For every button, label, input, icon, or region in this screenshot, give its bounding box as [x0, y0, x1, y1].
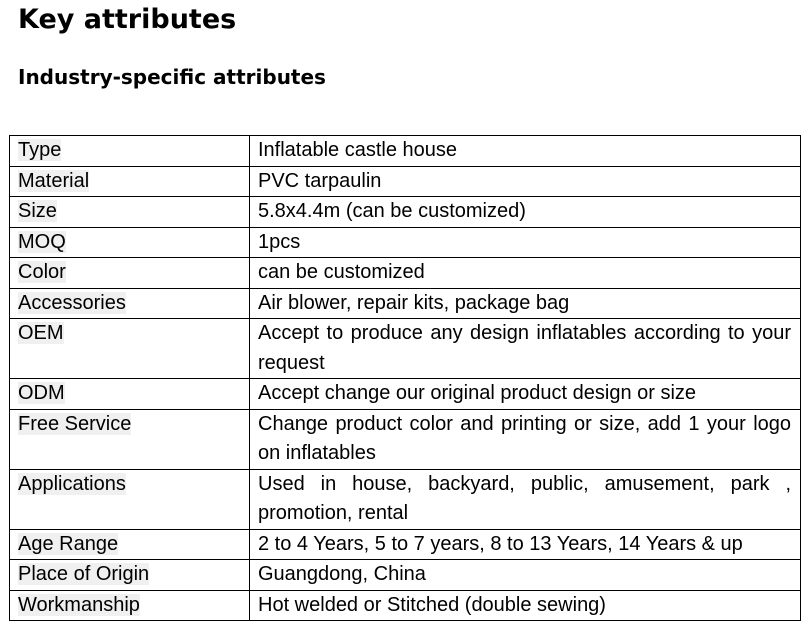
- attribute-name: Color: [18, 261, 66, 283]
- attribute-name: Place of Origin: [18, 563, 150, 585]
- attribute-name: MOQ: [18, 230, 66, 253]
- attributes-table: [9, 135, 801, 621]
- attribute-name: Accessories: [18, 291, 126, 314]
- attribute-value: 2 to 4 Years, 5 to 7 years, 8 to 13 Years, 14 Years & up: [250, 529, 801, 560]
- table-row: [10, 288, 801, 319]
- attribute-name-cell: [10, 560, 250, 591]
- attribute-value: Guangdong, China: [250, 560, 801, 591]
- attribute-name-cell: [10, 469, 250, 529]
- table-row: [10, 590, 801, 621]
- attribute-name-cell: [10, 136, 250, 167]
- attribute-name-cell: [10, 379, 250, 410]
- attribute-value: PVC tarpaulin: [250, 166, 801, 197]
- table-row: [10, 227, 801, 258]
- page-title: Key attributes: [18, 4, 237, 35]
- attribute-value: Used in house, backyard, public, amusement, park , promotion, rental: [250, 469, 801, 529]
- attribute-name: Applications: [18, 472, 126, 495]
- attribute-name: Material: [18, 169, 90, 192]
- attribute-value: can be customized: [250, 258, 801, 289]
- attribute-value: Change product color and printing or size, add 1 your logo on inflatables: [250, 409, 801, 469]
- attribute-value: Inflatable castle house: [250, 136, 801, 167]
- table-row: [10, 529, 801, 560]
- attribute-name-cell: [10, 409, 250, 469]
- attribute-name: Size: [18, 200, 57, 222]
- table-row: [10, 166, 801, 197]
- section-title: Industry-specific attributes: [18, 65, 326, 89]
- attribute-name: Free Service: [18, 412, 132, 435]
- table-row: [10, 469, 801, 529]
- attribute-value: Hot welded or Stitched (double sewing): [250, 590, 801, 621]
- attribute-value: Accept change our original product design or size: [250, 379, 801, 410]
- table-row: [10, 379, 801, 410]
- table-row: [10, 136, 801, 167]
- attribute-name-cell: [10, 288, 250, 319]
- attribute-name: Workmanship: [18, 593, 140, 616]
- table-row: [10, 319, 801, 379]
- attribute-name-cell: [10, 529, 250, 560]
- attribute-name-cell: [10, 319, 250, 379]
- table-row: [10, 258, 801, 289]
- table-row: [10, 560, 801, 591]
- attribute-name-cell: [10, 227, 250, 258]
- attribute-name: OEM: [18, 322, 64, 344]
- attribute-value: 1pcs: [250, 227, 801, 258]
- attribute-name-cell: [10, 166, 250, 197]
- attribute-value: Air blower, repair kits, package bag: [250, 288, 801, 319]
- attribute-name-cell: [10, 258, 250, 289]
- attribute-name-cell: [10, 197, 250, 228]
- attribute-name: Type: [18, 139, 62, 161]
- table-row: [10, 197, 801, 228]
- table-row: [10, 409, 801, 469]
- attribute-name: Age Range: [18, 532, 119, 555]
- attribute-name-cell: [10, 590, 250, 621]
- attribute-value: 5.8x4.4m (can be customized): [250, 197, 801, 228]
- attribute-name: ODM: [18, 382, 65, 404]
- attribute-value: Accept to produce any design inflatables according to your request: [250, 319, 801, 379]
